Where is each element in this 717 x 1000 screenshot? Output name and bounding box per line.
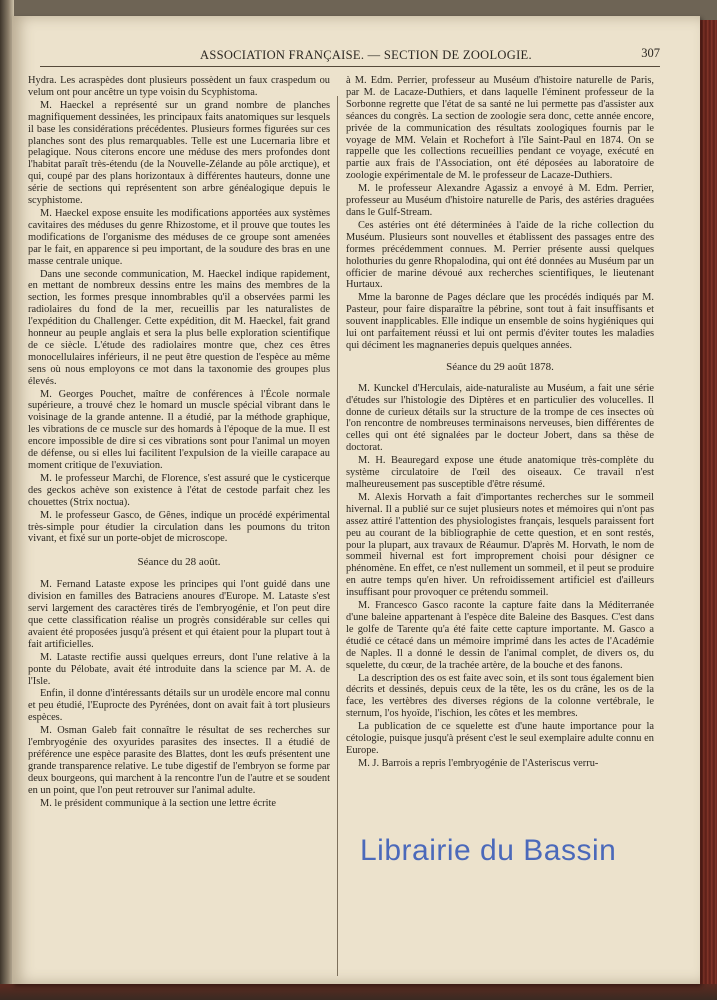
paragraph: M. Haeckel expose ensuite les modifications apportées aux systèmes cavitaires des méduses du genre Rhizostome, et il prouve que toutes les modifications de l'organisme des méduses de ce groupe sont amenées par le fait, en apparence si peu important, de la soudure des bras en une masse centrale unique. xyxy=(28,207,330,267)
paragraph: M. le président communique à la section une lettre écrite xyxy=(40,797,277,809)
paragraph: M. Francesco Gasco raconte la capture faite dans la Méditerranée d'une baleine appartenant à l'espèce dite Baleine des Basques. C'est dans le golfe de Tarente qu'a été faite cette capture importante. M. Gasco a étudié ce cétacé dans un mémoire imprimé dans les actes de l'Académie de Naples. Il a donné le dessin de l'animal complet, de divers os, du squelette, du cœur, de la trachée artère, de la bouche et des fanons. xyxy=(346,600,654,671)
paragraph: Hydra. Les acraspèdes dont plusieurs possèdent un faux craspedum ou velum ont pour ancêtre un type voisin du Scyphistoma. xyxy=(28,75,330,98)
paragraph: M. J. Barrois a repris l'embryogénie de l'Asteriscus verru- xyxy=(358,757,599,769)
left-column xyxy=(28,75,330,810)
header-title: ASSOCIATION FRANÇAISE. — SECTION DE ZOOLOGIE. xyxy=(200,48,532,62)
paragraph: M. Georges Pouchet, maître de conférences à l'École normale supérieure, a trouvé chez le homard un muscle spécial vibrant dans le voisinage de la grande antenne. Il a étudié, par la méthode graphique, les vibrations de ce muscle sur des homards à l'époque de la mue. Il est encore impossible de dire si ces vibrations sont pour l'animal un moyen de défense, ou si elles lui facilitent l'expulsion de la vieille carapace au moment critique de l'exuviation. xyxy=(28,388,330,471)
paragraph: La description des os est faite avec soin, et ils sont tous également bien décrits et dessinés, depuis ceux de la tête, les os du crâne, les os de la face, les vertèbres des diverses régions de la colonne vertébrale, le sternum, l'os hyoïde, l'ischion, les côtes et les membres. xyxy=(346,672,654,720)
paragraph: Ces astéries ont été déterminées à l'aide de la riche collection du Muséum. Plusieurs sont nouvelles et établissent des passages entre des formes précédemment connues. M. Perrier présente aussi quelques holothuries du genre Rhopalodina, qui ont été données au Muséum par un officier de marine dévoué aux recherches scientifiques, le lieutenant Hurtaux. xyxy=(346,219,654,291)
watermark: Librairie du Bassin xyxy=(360,834,617,867)
paragraph: M. Alexis Horvath a fait d'importantes recherches sur le sommeil hivernal. Il a publié sur ce sujet plusieurs notes et mémoires qui n'ont pas assez attiré l'attention des physiologistes français, lesquels paraissent fort peu au courant de la bibliographie de cette question, et en sont restés, pour la plupart, aux travaux de Réaumur. D'après M. Horvath, le nom de sommeil hivernal est fort improprement choisi pour désigner ce phénomène. En effet, ce n'est nullement un sommeil, et il peut se produire en autre temps qu'en hiver. Un refroidissement artificiel est d'ailleurs insuffisant pour provoquer ce prétendu sommeil. xyxy=(346,491,654,599)
page-number: 307 xyxy=(641,46,660,60)
paragraph: M. Haeckel a représenté sur un grand nombre de planches magnifiquement dessinées, les principaux faits anatomiques sur lesquels il base les considérations précédentes. Plusieurs formes figurées sur ces planches sont des plus remarquables. Telle est une Lucernaria libre et pelagique. Nous citerons encore une méduse des mers profondes dont l'habitat paraît très-étendu (de la Nouvelle-Zélande au pôle arctique), et qui, coupé par des plans horizontaux à différentes hauteurs, donne une série de sections qui représentent son arbre généalogique depuis le scyphistome. xyxy=(28,99,330,207)
paragraph: La publication de ce squelette est d'une haute importance pour la cétologie, puisque jusqu'à présent c'est le seul exemplaire adulte connu en Europe. xyxy=(346,721,654,756)
session-heading: Séance du 29 août 1878. xyxy=(446,360,554,373)
page-edges xyxy=(700,20,717,985)
right-column xyxy=(346,75,654,771)
paragraph: M. H. Beauregard expose une étude anatomique très-complète du système circulatoire de l'œil des oiseaux. Ce travail n'est malheureusement pas susceptible d'être résumé. xyxy=(346,455,654,490)
paragraph: M. Kunckel d'Herculais, aide-naturaliste au Muséum, a fait une série d'études sur l'histologie des Diptères et en particulier des volucelles. Il donne de curieux détails sur la structure de la trompe de ces insectes où l'on rencontre de nombreuses terminaisons nerveuses, bien différentes de celles qui ont été signalées par le docteur Jobert, dans sa thèse de doctorat. xyxy=(346,382,654,454)
paragraph: à M. Edm. Perrier, professeur au Muséum d'histoire naturelle de Paris, par M. de Lacaze-Duthiers, et dans laquelle l'éminent professeur de la Sorbonne regrette que l'état de sa santé ne lui permette pas d'assister aux séances du congrès. La section de zoologie sera donc, cette année encore, privée de la communication des résultats zoologiques fournis par le voyage de MM. Velain et Rochefort à l'île Saint-Paul en 1874. On se rappelle que les collections recueillies pendant ce voyage, exécuté en partie aux frais de l'Association, ont été déposées au laboratoire de zoologie expérimentale de M. le professeur de Lacaze-Duthiers. xyxy=(346,75,654,182)
book-bottom-edge xyxy=(0,984,717,1000)
paragraph: M. le professeur Alexandre Agassiz a envoyé à M. Edm. Perrier, professeur au Muséum d'histoire naturelle de Paris, des astéries draguées dans le Gulf-Stream. xyxy=(346,183,654,218)
session-heading: Séance du 28 août. xyxy=(137,556,221,569)
paragraph: Dans une seconde communication, M. Haeckel indique rapidement, en mettant de nombreux dessins entre les mains des membres de la section, les formes presque innombrables qu'il a observées parmi les radiolaires du fond de la mer, recueillis par les naturalistes de l'expédition du Challenger. Cette expédition, dit M. Haeckel, fait grand honneur au peuple anglais et sera la plus belle exploration scientifique de ce siècle. L'étude des radiolaires montre que, chez ces êtres monocellulaires inférieurs, il ne peut être question de l'espèce au même sens où nous employons ce mot dans la taxonomie des groupes plus élevés. xyxy=(28,268,330,387)
paragraph: M. Fernand Lataste expose les principes qui l'ont guidé dans une division en familles des Batraciens anoures d'Europe. M. Lataste s'est servi largement des caractères tirés de l'embryogénie, et l'on peut dire que cette classification réalise un progrès considérable sur celles qui avaient été proposées jusqu'à présent et qui étaient pour la plupart tout à fait artificielles. xyxy=(28,579,330,650)
paragraph: M. Osman Galeb fait connaître le résultat de ses recherches sur l'embryogénie des oxyurides parasites des insectes. Il a étudié de préférence une espèce parasite des Blattes, dont les œufs présentent une grande transparence relative. Le tube digestif de l'embryon se forme par deux bourgeons, qui marchent à la rencontre l'un de l'autre et se soudent en un point, que l'on peut retrouver sur l'animal adulte. xyxy=(28,725,330,796)
paragraph: M. Lataste rectifie aussi quelques erreurs, dont l'une relative à la ponte du Pélobate, avait été introduite dans la science par M. A. de l'Isle. xyxy=(28,651,330,687)
running-header xyxy=(40,46,660,67)
paragraph: M. le professeur Marchi, de Florence, s'est assuré que le cysticerque des geckos achève son existence à l'état de cestode parfait chez les chouettes (Strix noctua). xyxy=(28,472,330,508)
paragraph: Mme la baronne de Pages déclare que les procédés indiqués par M. Pasteur, pour faire disparaître la pébrine, sont tout à fait insuffisants et souvent inapplicables. Elle indique un ensemble de soins hygiéniques qui lui ont parfaitement réussi et lui ont permis d'éviter toutes les maladies qui déciment les magnaneries depuis quelques années. xyxy=(346,292,654,351)
column-divider xyxy=(337,96,338,976)
paragraph: M. le professeur Gasco, de Gênes, indique un procédé expérimental très-simple pour étudier la circulation dans les poumons du triton vivant, et fixé sur un porte-objet de microscope. xyxy=(28,509,330,545)
paragraph: Enfin, il donne d'intéressants détails sur un urodèle encore mal connu et peu étudié, l'Euprocte des Pyrénées, dont on avait fait à tort plusieurs espèces. xyxy=(28,688,330,724)
